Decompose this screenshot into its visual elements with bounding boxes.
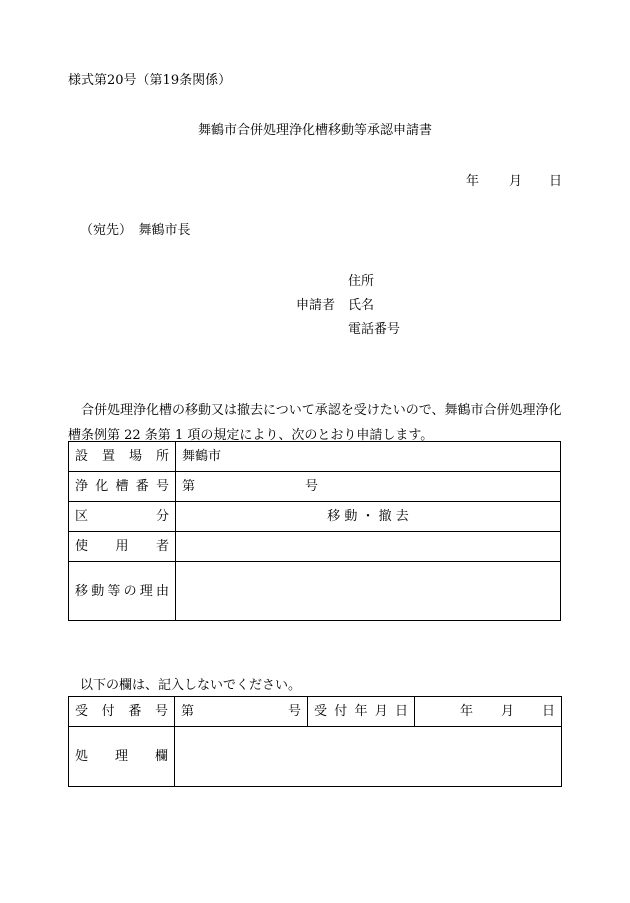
receipt-number-suffix: 号 xyxy=(287,704,301,719)
label-char: 所 xyxy=(155,449,169,464)
label-char: 置 xyxy=(101,449,115,464)
tank-number-label xyxy=(69,472,176,502)
applicant-label: 申請者 xyxy=(296,298,336,313)
processing-label-chars xyxy=(75,750,168,763)
form-number: 様式第20号（第19条関係） xyxy=(68,73,232,88)
label-char: 受 xyxy=(314,704,328,719)
reason-label-chars xyxy=(75,585,169,598)
label-char: 月 xyxy=(374,704,388,719)
label-char: 受 xyxy=(75,704,89,719)
label-char: 化 xyxy=(95,479,109,494)
location-label xyxy=(69,442,176,472)
label-char: 槽 xyxy=(115,479,129,494)
tank-number-prefix: 第 xyxy=(182,479,196,494)
location-value-text: 舞鶴市 xyxy=(182,449,222,464)
table-row xyxy=(69,697,562,727)
label-char: 用 xyxy=(115,539,129,554)
label-char: 欄 xyxy=(154,749,168,764)
table-row xyxy=(69,532,561,562)
office-use-table xyxy=(68,696,562,787)
label-char: 設 xyxy=(75,449,89,464)
label-char: 年 xyxy=(354,704,368,719)
receipt-date-value[interactable] xyxy=(415,697,562,727)
tank-number-value-row xyxy=(182,480,554,493)
receipt-date-label xyxy=(308,697,415,727)
category-label-chars xyxy=(75,510,169,523)
tank-number-suffix: 号 xyxy=(305,479,319,494)
label-char: 使 xyxy=(75,539,89,554)
processing-value[interactable] xyxy=(175,727,562,787)
table-row xyxy=(69,727,562,787)
receipt-number-value-row xyxy=(181,705,301,718)
tank-number-label-chars xyxy=(75,480,169,493)
label-char: 付 xyxy=(334,704,348,719)
date-month-label: 月 xyxy=(509,174,523,189)
addressee: （宛先） 舞鶴市長 xyxy=(80,223,191,238)
receipt-date-label-chars xyxy=(314,705,408,718)
location-value[interactable] xyxy=(176,442,561,472)
label-char: 等 xyxy=(107,583,121,599)
table-row xyxy=(69,562,561,621)
label-char: 区 xyxy=(75,509,89,524)
receipt-month-label: 月 xyxy=(500,704,514,719)
user-label-chars xyxy=(75,540,169,553)
table-row xyxy=(69,442,561,472)
label-char: 番 xyxy=(128,704,142,719)
address-label: 住所 xyxy=(348,274,375,289)
label-char: 移 xyxy=(75,583,89,599)
user-value[interactable] xyxy=(176,532,561,562)
label-char: 分 xyxy=(155,509,169,524)
label-char: 者 xyxy=(155,539,169,554)
label-char: 処 xyxy=(75,749,89,764)
location-label-chars xyxy=(75,450,169,463)
receipt-number-prefix: 第 xyxy=(181,704,195,719)
label-char: 号 xyxy=(155,479,169,494)
receipt-year-label: 年 xyxy=(459,704,473,719)
category-value[interactable] xyxy=(176,502,561,532)
date-day-label: 日 xyxy=(549,174,563,189)
receipt-number-label-chars xyxy=(75,705,168,718)
label-char: 付 xyxy=(101,704,115,719)
label-char: 理 xyxy=(139,583,153,599)
name-label: 氏名 xyxy=(348,298,375,313)
label-char: 場 xyxy=(128,449,142,464)
label-char: 由 xyxy=(155,583,169,599)
category-options: 移 動 ・ 撤 去 xyxy=(327,509,409,524)
receipt-number-label xyxy=(69,697,175,727)
label-char: 号 xyxy=(154,704,168,719)
application-table xyxy=(68,441,561,621)
application-date xyxy=(466,175,562,188)
document-title: 舞鶴市合併処理浄化槽移動等承認申請書 xyxy=(197,123,432,138)
receipt-day-label: 日 xyxy=(541,704,555,719)
label-char: 動 xyxy=(91,583,105,599)
reason-label xyxy=(69,562,176,621)
tank-number-value[interactable] xyxy=(176,472,561,502)
reason-value[interactable] xyxy=(176,562,561,621)
label-char: 番 xyxy=(135,479,149,494)
label-char: 理 xyxy=(114,749,128,764)
label-char: 浄 xyxy=(75,479,89,494)
table-row xyxy=(69,502,561,532)
user-label xyxy=(69,532,176,562)
office-use-note: 以下の欄は、記入しないでください。 xyxy=(80,678,302,693)
processing-label xyxy=(69,727,175,787)
receipt-number-value[interactable] xyxy=(175,697,308,727)
application-statement: 合併処理浄化槽の移動又は撤去について承認を受けたいので、舞鶴市合併処理浄化槽条例第 22 条第 1 項の規定により、次のとおり申請します。 xyxy=(68,403,562,443)
table-row xyxy=(69,472,561,502)
label-char: 日 xyxy=(394,704,408,719)
category-label xyxy=(69,502,176,532)
date-year-label: 年 xyxy=(466,174,480,189)
phone-label: 電話番号 xyxy=(348,322,401,337)
label-char: の xyxy=(123,583,137,599)
